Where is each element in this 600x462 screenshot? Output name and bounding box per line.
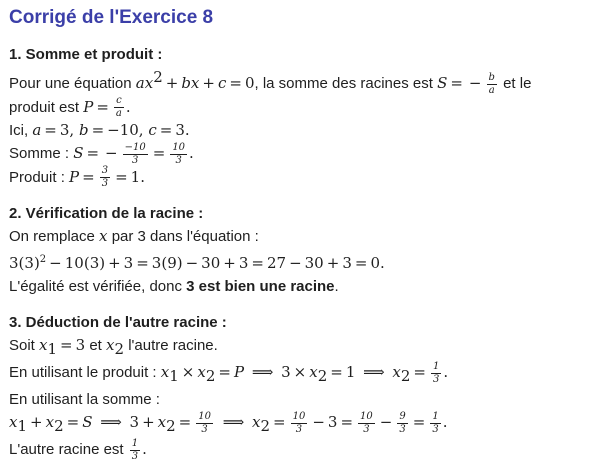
section-sum-product — [9, 44, 591, 189]
root-x1: $x_1 = 3$ — [39, 336, 86, 358]
text: et — [89, 337, 102, 354]
text: Soit — [9, 337, 35, 354]
text: On remplace — [9, 228, 95, 245]
text: par 3 dans l'équation : — [111, 228, 259, 245]
line-using-sum — [9, 388, 591, 411]
bold-conclusion: 3 est bien une racine — [186, 278, 335, 295]
product-formula: P = $\frac{c}{a}$ . — [83, 95, 131, 119]
page-title: Corrigé de l'Exercice 8 — [9, 7, 214, 28]
line-coefficients — [9, 119, 591, 142]
section-root-check — [9, 203, 591, 298]
coefficients: a = 3, b = −10, c = 3. — [32, 121, 190, 139]
line-conclusion — [9, 275, 591, 298]
equation: $ax^2$ + bx + c = 0 — [135, 68, 255, 92]
text: Ici, — [9, 122, 29, 139]
line-formula-intro — [9, 66, 591, 96]
text: et le — [503, 75, 532, 92]
text: Somme : — [9, 145, 70, 162]
section-other-root — [9, 312, 591, 462]
line-product-value — [9, 166, 591, 190]
text: , la somme des racines est — [254, 75, 433, 92]
sum-value: S = − $\frac{-10}{3}$ = $\frac{10}{3}$ . — [73, 141, 194, 166]
line-final-answer — [9, 438, 591, 462]
line-sum-value — [9, 142, 591, 166]
text: produit est — [9, 98, 80, 116]
text: l'autre racine. — [128, 337, 218, 354]
product-value: P = $\frac{3}{3}$ = 1. — [69, 165, 145, 189]
sum-derivation: $x_1 + x_2 = S$ ⟹ $3 + x_2$ = $\frac{10}{3}$ ⟹ $x_2$ = $\frac{10}{3}$ − 3 = $\frac{10}{3}$ − $\frac{9}{3}$ = $\frac{1}{3}$ . — [9, 410, 448, 435]
final-root: $\frac{1}{3}$ . — [131, 437, 147, 462]
line-sum-derivation — [9, 411, 591, 438]
text: . — [334, 278, 339, 295]
text: L'égalité est vérifiée, donc — [9, 278, 182, 295]
line-product-formula — [9, 96, 591, 120]
text: L'autre racine est — [9, 441, 124, 458]
text: En utilisant la somme : — [9, 391, 160, 408]
text: Pour une équation — [9, 75, 132, 92]
text: Produit : — [9, 168, 65, 186]
line-computation — [9, 248, 591, 275]
section-heading: 1. Somme et produit : — [9, 46, 163, 63]
root-x2: $x_2$ — [106, 336, 125, 358]
computation: $3(3)^2 - 10(3) + 3 = 3(9) - 30 + 3 = 27 - 30 + 3 = 0$. — [9, 254, 385, 272]
line-using-product — [9, 361, 591, 388]
variable-x: x — [99, 227, 108, 245]
line-define-roots — [9, 334, 591, 361]
section-heading: 3. Déduction de l'autre racine : — [9, 314, 227, 331]
section-heading: 2. Vérification de la racine : — [9, 205, 204, 222]
line-substitute — [9, 225, 591, 248]
sum-formula: S = − $\frac{b}{a}$ — [437, 71, 495, 96]
text: En utilisant le produit : — [9, 364, 157, 381]
product-derivation: $x_1 \times x_2 = P$ ⟹ $3 \times x_2 = 1$ ⟹ $x_2$ = $\frac{1}{3}$ . — [160, 360, 449, 385]
